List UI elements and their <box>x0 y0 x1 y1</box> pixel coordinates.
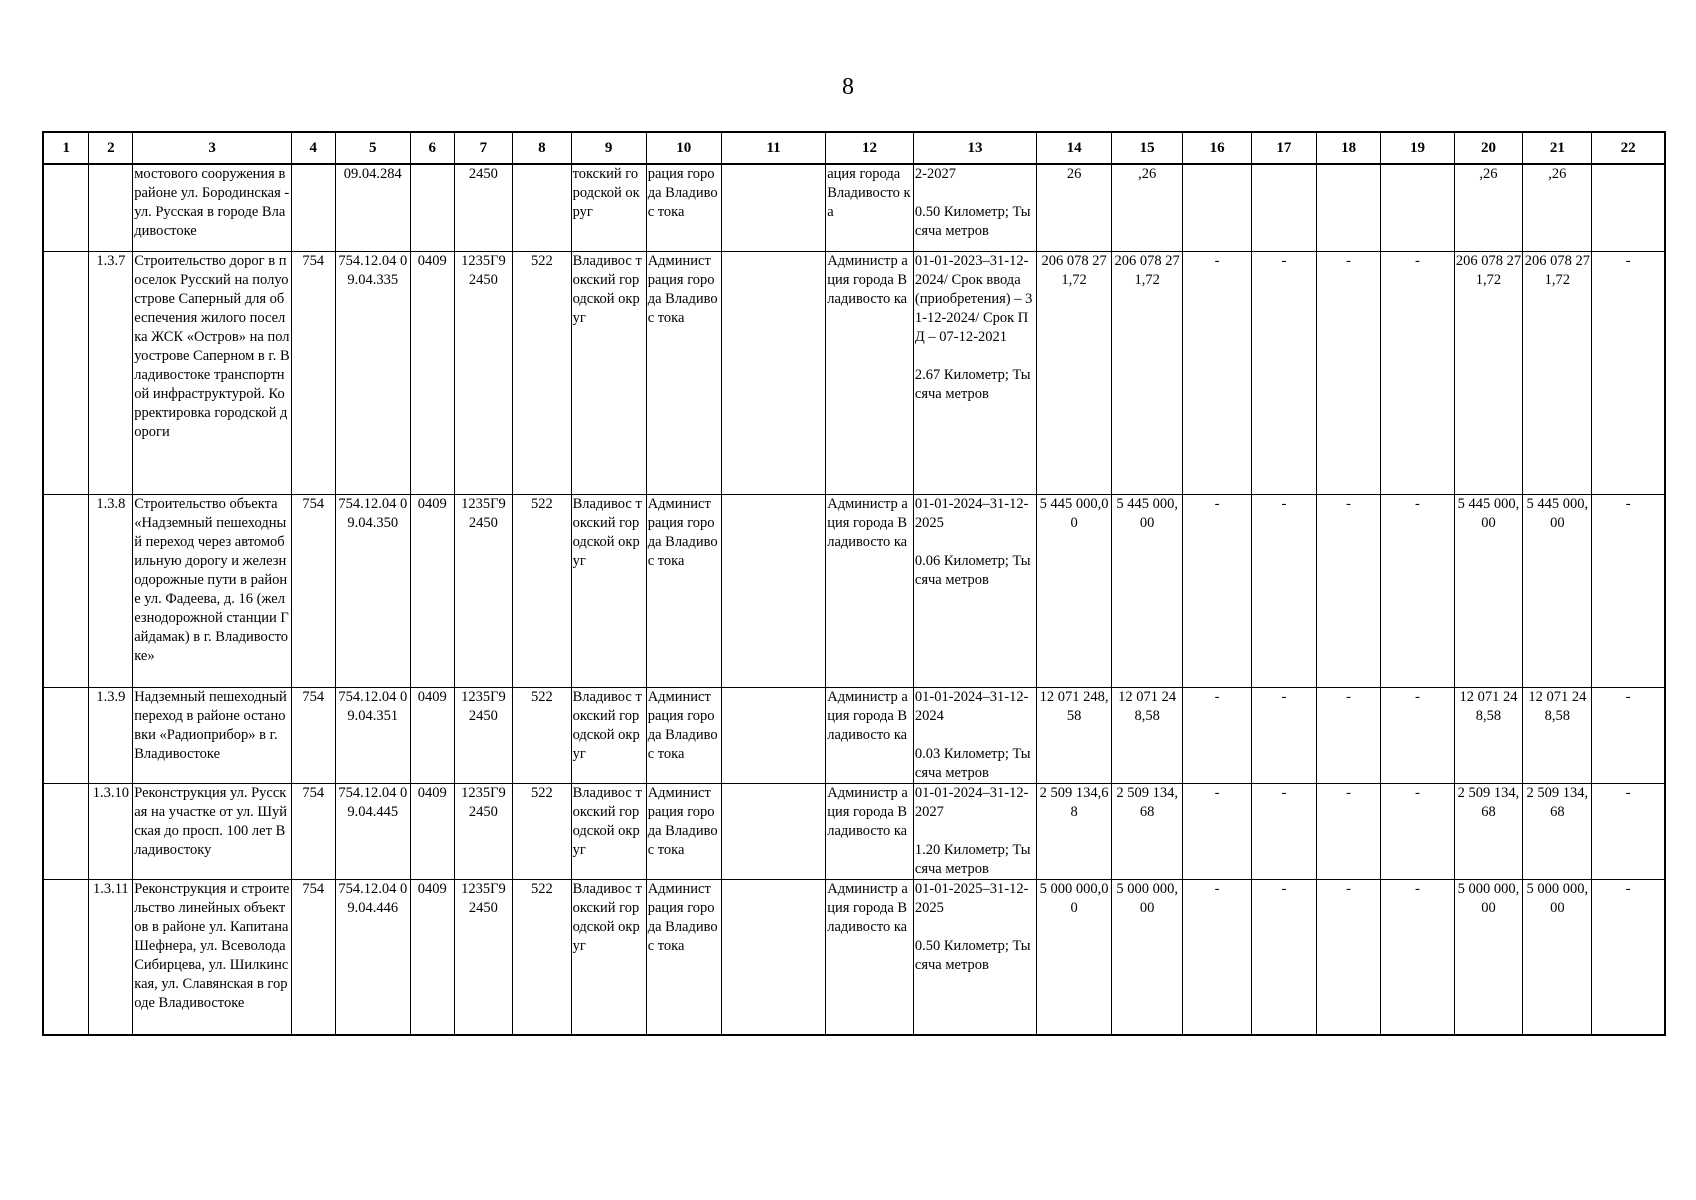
cell-col-8: 522 <box>513 494 571 687</box>
cell-col-20: 5 445 000,00 <box>1454 494 1523 687</box>
cell-col-8: 522 <box>513 879 571 1035</box>
cell-col-14: 5 000 000,00 <box>1037 879 1112 1035</box>
cell-col-1 <box>43 164 89 251</box>
column-header: 12 <box>826 132 914 164</box>
cell-col-7: 1235Г9 2450 <box>454 687 512 783</box>
cell-col-6: 0409 <box>410 879 454 1035</box>
cell-col-17: - <box>1252 783 1317 879</box>
cell-item-number: 1.3.8 <box>89 494 133 687</box>
column-header: 7 <box>454 132 512 164</box>
column-header: 5 <box>335 132 410 164</box>
cell-col-18: - <box>1316 879 1381 1035</box>
cell-col-9: Владивос токский городской округ <box>571 687 646 783</box>
cell-col-9: Владивос токский городской округ <box>571 879 646 1035</box>
column-header: 2 <box>89 132 133 164</box>
cell-col-14: 206 078 271,72 <box>1037 251 1112 494</box>
cell-col-22: - <box>1592 783 1665 879</box>
cell-col-1 <box>43 687 89 783</box>
cell-col-19: - <box>1381 879 1454 1035</box>
cell-col-9: Владивос токский городской округ <box>571 251 646 494</box>
cell-col-13 <box>913 687 1036 783</box>
cell-col-16: - <box>1183 687 1252 783</box>
table-row <box>43 687 1665 783</box>
cell-col-9: Владивос токский городской округ <box>571 783 646 879</box>
column-header: 13 <box>913 132 1036 164</box>
cell-col-5: 09.04.284 <box>335 164 410 251</box>
cell-col-12: Администр ация города Владивосто ка <box>826 879 914 1035</box>
cell-col-22 <box>1592 164 1665 251</box>
cell-col-12: Администр ация города Владивосто ка <box>826 251 914 494</box>
cell-col-13-period: 01-01-2025–31-12-2025 <box>914 880 1029 916</box>
cell-col-18: - <box>1316 251 1381 494</box>
cell-col-7: 1235Г9 2450 <box>454 494 512 687</box>
cell-col-4: 754 <box>291 687 335 783</box>
column-header: 11 <box>721 132 825 164</box>
cell-col-17: - <box>1252 494 1317 687</box>
cell-col-13-capacity: 2.67 Километр; Тысяча метров <box>914 366 1031 402</box>
cell-col-14: 2 509 134,68 <box>1037 783 1112 879</box>
cell-col-6: 0409 <box>410 783 454 879</box>
cell-col-20: ,26 <box>1454 164 1523 251</box>
cell-col-21: 5 445 000,00 <box>1523 494 1592 687</box>
cell-col-6 <box>410 164 454 251</box>
cell-col-1 <box>43 251 89 494</box>
cell-col-13 <box>913 164 1036 251</box>
cell-col-18: - <box>1316 783 1381 879</box>
cell-col-20: 5 000 000,00 <box>1454 879 1523 1035</box>
cell-col-17: - <box>1252 687 1317 783</box>
cell-col-16: - <box>1183 783 1252 879</box>
cell-col-1 <box>43 783 89 879</box>
cell-col-21: ,26 <box>1523 164 1592 251</box>
cell-col-11 <box>721 879 825 1035</box>
cell-col-13-period: 01-01-2024–31-12-2024 <box>914 688 1029 724</box>
cell-col-16 <box>1183 164 1252 251</box>
table-row <box>43 783 1665 879</box>
cell-col-11 <box>721 494 825 687</box>
cell-col-20: 12 071 248,58 <box>1454 687 1523 783</box>
column-header: 16 <box>1183 132 1252 164</box>
column-header: 4 <box>291 132 335 164</box>
cell-object-name: Строительство дорог в поселок Русский на полуострове Саперный для обеспечения жилого поселка ЖСК «Остров» на полуострове Саперном в г. Владивостоке транспортной инфраструктурой. Корректировка городской дороги <box>133 251 292 494</box>
cell-item-number <box>89 164 133 251</box>
cell-col-15: 12 071 248,58 <box>1112 687 1183 783</box>
cell-col-4: 754 <box>291 783 335 879</box>
cell-col-20: 2 509 134,68 <box>1454 783 1523 879</box>
cell-col-7: 1235Г9 2450 <box>454 879 512 1035</box>
column-header: 3 <box>133 132 292 164</box>
cell-col-15: ,26 <box>1112 164 1183 251</box>
cell-col-5: 754.12.04 09.04.351 <box>335 687 410 783</box>
column-header: 17 <box>1252 132 1317 164</box>
cell-col-13 <box>913 783 1036 879</box>
column-header: 1 <box>43 132 89 164</box>
column-header: 18 <box>1316 132 1381 164</box>
column-header: 10 <box>646 132 721 164</box>
cell-col-7: 2450 <box>454 164 512 251</box>
cell-col-5: 754.12.04 09.04.446 <box>335 879 410 1035</box>
cell-col-7: 1235Г9 2450 <box>454 783 512 879</box>
cell-col-14: 5 445 000,00 <box>1037 494 1112 687</box>
cell-col-16: - <box>1183 251 1252 494</box>
cell-col-5: 754.12.04 09.04.445 <box>335 783 410 879</box>
cell-col-14: 26 <box>1037 164 1112 251</box>
cell-col-22: - <box>1592 494 1665 687</box>
cell-item-number: 1.3.11 <box>89 879 133 1035</box>
table-row <box>43 494 1665 687</box>
cell-col-14: 12 071 248,58 <box>1037 687 1112 783</box>
column-header: 21 <box>1523 132 1592 164</box>
cell-col-5: 754.12.04 09.04.350 <box>335 494 410 687</box>
cell-col-13-capacity: 1.20 Километр; Тысяча метров <box>914 841 1031 877</box>
cell-col-21: 5 000 000,00 <box>1523 879 1592 1035</box>
cell-col-18: - <box>1316 494 1381 687</box>
cell-col-17 <box>1252 164 1317 251</box>
cell-col-11 <box>721 687 825 783</box>
table-row <box>43 164 1665 251</box>
cell-col-13-period: 01-01-2024–31-12-2027 <box>914 784 1029 820</box>
cell-col-21: 2 509 134,68 <box>1523 783 1592 879</box>
cell-col-7: 1235Г9 2450 <box>454 251 512 494</box>
cell-col-8 <box>513 164 571 251</box>
cell-col-13 <box>913 879 1036 1035</box>
table-row <box>43 251 1665 494</box>
cell-col-6: 0409 <box>410 687 454 783</box>
cell-col-18 <box>1316 164 1381 251</box>
table-body <box>43 164 1665 1035</box>
cell-object-name: Строительство объекта «Надземный пешеходный переход через автомобильную дорогу и железнодорожные пути в районе ул. Фадеева, д. 16 (железнодорожной станции Гайдамак) в г. Владивостоке» <box>133 494 292 687</box>
cell-col-15: 2 509 134,68 <box>1112 783 1183 879</box>
cell-object-name: Надземный пешеходный переход в районе остановки «Радиоприбор» в г. Владивостоке <box>133 687 292 783</box>
cell-col-9: токский городской округ <box>571 164 646 251</box>
cell-col-4: 754 <box>291 251 335 494</box>
cell-col-1 <box>43 494 89 687</box>
cell-col-8: 522 <box>513 687 571 783</box>
cell-col-10: Админист рация города Владивос тока <box>646 494 721 687</box>
cell-col-21: 12 071 248,58 <box>1523 687 1592 783</box>
column-header: 6 <box>410 132 454 164</box>
data-table <box>42 131 1666 1036</box>
cell-col-10: Админист рация города Владивос тока <box>646 879 721 1035</box>
cell-col-21: 206 078 271,72 <box>1523 251 1592 494</box>
page-number: 8 <box>842 74 854 100</box>
cell-col-16: - <box>1183 494 1252 687</box>
cell-col-11 <box>721 164 825 251</box>
column-header: 14 <box>1037 132 1112 164</box>
cell-col-12: ация города Владивосто ка <box>826 164 914 251</box>
cell-col-8: 522 <box>513 251 571 494</box>
cell-col-4: 754 <box>291 879 335 1035</box>
cell-col-9: Владивос токский городской округ <box>571 494 646 687</box>
cell-col-22: - <box>1592 687 1665 783</box>
cell-col-17: - <box>1252 251 1317 494</box>
cell-col-11 <box>721 251 825 494</box>
cell-col-19: - <box>1381 251 1454 494</box>
cell-col-15: 206 078 271,72 <box>1112 251 1183 494</box>
cell-col-5: 754.12.04 09.04.335 <box>335 251 410 494</box>
cell-col-19: - <box>1381 494 1454 687</box>
cell-col-1 <box>43 879 89 1035</box>
cell-object-name: мостового сооружения в районе ул. Бородинская - ул. Русская в городе Владивостоке <box>133 164 292 251</box>
cell-col-20: 206 078 271,72 <box>1454 251 1523 494</box>
cell-col-19: - <box>1381 687 1454 783</box>
cell-col-13-capacity: 0.06 Километр; Тысяча метров <box>914 552 1031 588</box>
column-header: 20 <box>1454 132 1523 164</box>
table-row <box>43 879 1665 1035</box>
cell-col-10: Админист рация города Владивос тока <box>646 783 721 879</box>
cell-col-15: 5 000 000,00 <box>1112 879 1183 1035</box>
cell-col-13 <box>913 251 1036 494</box>
cell-col-18: - <box>1316 687 1381 783</box>
cell-col-12: Администр ация города Владивосто ка <box>826 783 914 879</box>
cell-col-13-period: 2-2027 <box>914 166 956 182</box>
cell-col-11 <box>721 783 825 879</box>
column-header: 9 <box>571 132 646 164</box>
cell-col-4: 754 <box>291 494 335 687</box>
cell-col-13-capacity: 0.50 Километр; Тысяча метров <box>914 937 1031 973</box>
column-header: 19 <box>1381 132 1454 164</box>
cell-col-22: - <box>1592 251 1665 494</box>
cell-col-10: Админист рация города Владивос тока <box>646 687 721 783</box>
cell-col-19 <box>1381 164 1454 251</box>
cell-col-4 <box>291 164 335 251</box>
cell-object-name: Реконструкция и строительство линейных объектов в районе ул. Капитана Шефнера, ул. Всеволода Сибирцева, ул. Шилкинская, ул. Славянская в городе Владивостоке <box>133 879 292 1035</box>
cell-col-13 <box>913 494 1036 687</box>
column-header: 8 <box>513 132 571 164</box>
cell-col-6: 0409 <box>410 251 454 494</box>
column-header: 22 <box>1592 132 1665 164</box>
cell-item-number: 1.3.7 <box>89 251 133 494</box>
cell-col-13-period: 01-01-2023–31-12-2024/ Срок ввода (приобретения) – 31-12-2024/ Срок ПД – 07-12-2021 <box>914 252 1033 345</box>
cell-col-13-capacity: 0.03 Километр; Тысяча метров <box>914 745 1031 781</box>
cell-col-13-period: 01-01-2024–31-12-2025 <box>914 495 1029 531</box>
cell-item-number: 1.3.9 <box>89 687 133 783</box>
cell-col-12: Администр ация города Владивосто ка <box>826 494 914 687</box>
cell-col-17: - <box>1252 879 1317 1035</box>
cell-object-name: Реконструкция ул. Русская на участке от ул. Шуйская до просп. 100 лет Владивостоку <box>133 783 292 879</box>
cell-col-6: 0409 <box>410 494 454 687</box>
cell-col-10: Админист рация города Владивос тока <box>646 251 721 494</box>
column-header: 15 <box>1112 132 1183 164</box>
cell-col-10: рация города Владивос тока <box>646 164 721 251</box>
cell-col-15: 5 445 000,00 <box>1112 494 1183 687</box>
cell-col-16: - <box>1183 879 1252 1035</box>
cell-col-22: - <box>1592 879 1665 1035</box>
cell-col-13-capacity: 0.50 Километр; Тысяча метров <box>914 204 1031 239</box>
cell-col-12: Администр ация города Владивосто ка <box>826 687 914 783</box>
cell-col-8: 522 <box>513 783 571 879</box>
cell-col-19: - <box>1381 783 1454 879</box>
table-header-row <box>43 132 1665 164</box>
cell-item-number: 1.3.10 <box>89 783 133 879</box>
